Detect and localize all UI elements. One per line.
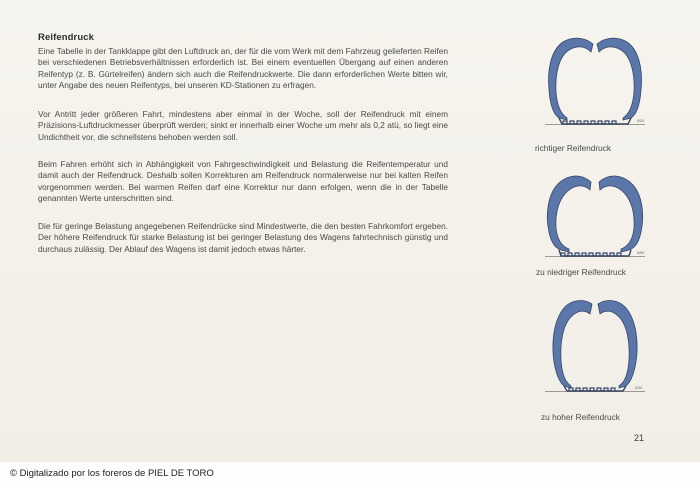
paragraph-temperature: Beim Fahren erhöht sich in Abhängigkeit von Fahrgeschwindigkeit und Belastung die Reifentemperatur und damit auch der Reifendruck. Deshalb sollen Korrekturen am Reifendruck normalerweise nur bei kalten Reifen vorgenommen werden. Bei warmen Reifen darf eine Korrektur nur dann erfolgen, wenn die in der Tabelle genannten Werte unterschritten sind.: [38, 159, 448, 204]
page-number: 21: [634, 433, 645, 443]
tire-low-pressure-icon: [545, 170, 645, 265]
section-heading: Reifendruck: [38, 32, 95, 43]
paragraph-pressure-check: Vor Antritt jeder größeren Fahrt, mindestens aber einmal in der Woche, soll der Reifendruck mit einem Präzisions-Luftdruckmesser überprüft werden; sinkt er innerhalb einer Woche um mehr als 0,2 atü, so liegt eine Undichtheit vor, die schnellstens behoben werden soll.: [38, 109, 448, 142]
caption-correct-pressure: richtiger Reifendruck: [535, 143, 612, 153]
tire-correct-pressure-icon: [545, 34, 645, 129]
caption-high-pressure: zu hoher Reifendruck: [541, 412, 620, 422]
figure-code: 0/43: [635, 386, 642, 390]
caption-low-pressure: zu niedriger Reifendruck: [536, 267, 626, 277]
tire-high-pressure-icon: [545, 298, 645, 393]
figure-code: 0/15: [637, 119, 644, 123]
scan-credit: © Digitalizado por los foreros de PIEL DE TORO: [10, 468, 214, 479]
figure-code: 0/94: [637, 251, 644, 255]
footer-bar: [0, 462, 700, 488]
paragraph-tire-table: Eine Tabelle in der Tankklappe gibt den Luftdruck an, der für die vom Werk mit dem Fahrzeug gelieferten Reifen bei verschiedenen Betriebsverhältnissen erforderlich ist. Bei einem eventuellen Übergang auf einen anderen Reifentyp (z. B. Gürtelreifen) ändern sich auch die Reifendruckwerte. Die dann erforderlichen Werte bitten wir, unter Angabe des neuen Reifentyps, bei unseren KD-Stationen zu erfragen.: [38, 46, 449, 91]
paragraph-load-values: Die für geringe Belastung angegebenen Reifendrücke sind Mindestwerte, die den besten Fahrkomfort ergeben. Der höhere Reifendruck für starke Belastung ist bei geringer Belastung des Wagens fahrtechnisch günstig und durchaus zulässig. Der Ablauf des Wagens ist damit jedoch etwas härter.: [38, 221, 448, 254]
